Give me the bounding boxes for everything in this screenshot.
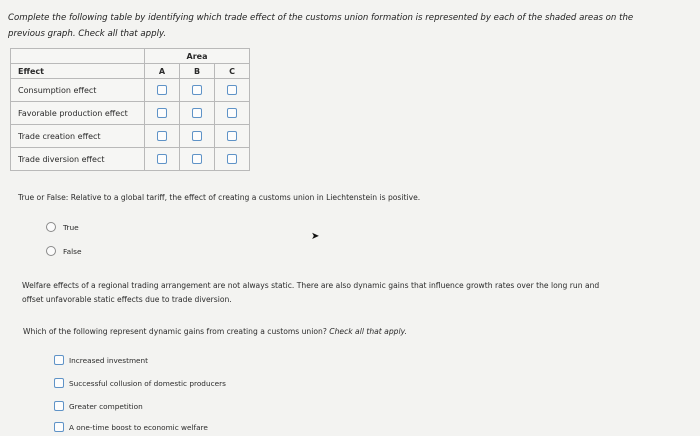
trade-effects-table: [10, 48, 250, 171]
checkbox-trade-creation-b[interactable]: [192, 131, 202, 141]
option-increased-investment[interactable]: [54, 355, 148, 365]
true-false-question: True or False: Relative to a global tariff, the effect of creating a customs union in Liechtenstein is positive.: [18, 193, 421, 202]
column-header-c: C: [215, 64, 250, 79]
option-label: Greater competition: [69, 401, 143, 411]
option-one-time-boost[interactable]: [54, 422, 208, 432]
dynamic-gains-question: [23, 327, 407, 336]
welfare-line-2: offset unfavorable static effects due to trade diversion.: [22, 295, 232, 304]
option-successful-collusion[interactable]: [54, 378, 226, 388]
checkbox-favorable-production-c[interactable]: [227, 108, 237, 118]
checkbox-trade-creation-a[interactable]: [157, 131, 167, 141]
checkbox-consumption-b[interactable]: [192, 85, 202, 95]
instructions-line-1: Complete the following table by identifying which trade effect of the customs union formation is represented by each of the shaded areas on the: [8, 13, 634, 23]
area-header: Area: [145, 49, 250, 64]
checkbox[interactable]: [54, 422, 64, 432]
instructions-line-2: previous graph. Check all that apply.: [8, 29, 167, 39]
question-text: Which of the following represent dynamic gains from creating a customs union?: [23, 327, 327, 336]
table-row: [11, 79, 250, 102]
checkbox-trade-diversion-a[interactable]: [157, 154, 167, 164]
row-label-favorable-production-effect: Favorable production effect: [11, 102, 145, 125]
welfare-paragraph: [22, 279, 662, 307]
checkbox[interactable]: [54, 355, 64, 365]
option-label: Successful collusion of domestic producers: [69, 378, 226, 388]
checkbox-consumption-c[interactable]: [227, 85, 237, 95]
table-row: [11, 148, 250, 171]
checkbox[interactable]: [54, 378, 64, 388]
effect-header: Effect: [11, 64, 145, 79]
checkbox-trade-creation-c[interactable]: [227, 131, 237, 141]
radio-button[interactable]: [46, 222, 56, 232]
checkbox[interactable]: [54, 401, 64, 411]
option-label: Increased investment: [69, 355, 149, 365]
row-label-consumption-effect: Consumption effect: [11, 79, 145, 102]
checkbox-favorable-production-b[interactable]: [192, 108, 202, 118]
instructions: [8, 10, 678, 42]
radio-option-true[interactable]: [46, 222, 79, 232]
mouse-cursor-icon: ➤: [311, 231, 320, 242]
checkbox-trade-diversion-c[interactable]: [227, 154, 237, 164]
row-label-trade-diversion-effect: Trade diversion effect: [11, 148, 145, 171]
checkbox-trade-diversion-b[interactable]: [192, 154, 202, 164]
row-label-trade-creation-effect: Trade creation effect: [11, 125, 145, 148]
column-header-a: A: [145, 64, 180, 79]
table-row: [11, 102, 250, 125]
table-header-area-row: [11, 49, 250, 64]
table-row: [11, 125, 250, 148]
radio-label: True: [63, 222, 79, 232]
radio-button[interactable]: [46, 246, 56, 256]
option-greater-competition[interactable]: [54, 401, 143, 411]
checkbox-consumption-a[interactable]: [157, 85, 167, 95]
radio-label: False: [63, 246, 82, 256]
column-header-b: B: [180, 64, 215, 79]
checkbox-favorable-production-a[interactable]: [157, 108, 167, 118]
table-header-row: [11, 64, 250, 79]
radio-option-false[interactable]: [46, 246, 82, 256]
question-hint: Check all that apply.: [329, 327, 407, 336]
welfare-line-1: Welfare effects of a regional trading arrangement are not always static. There are also dynamic gains that influence growth rates over the long run and: [22, 281, 600, 290]
option-label: A one-time boost to economic welfare: [69, 422, 208, 432]
